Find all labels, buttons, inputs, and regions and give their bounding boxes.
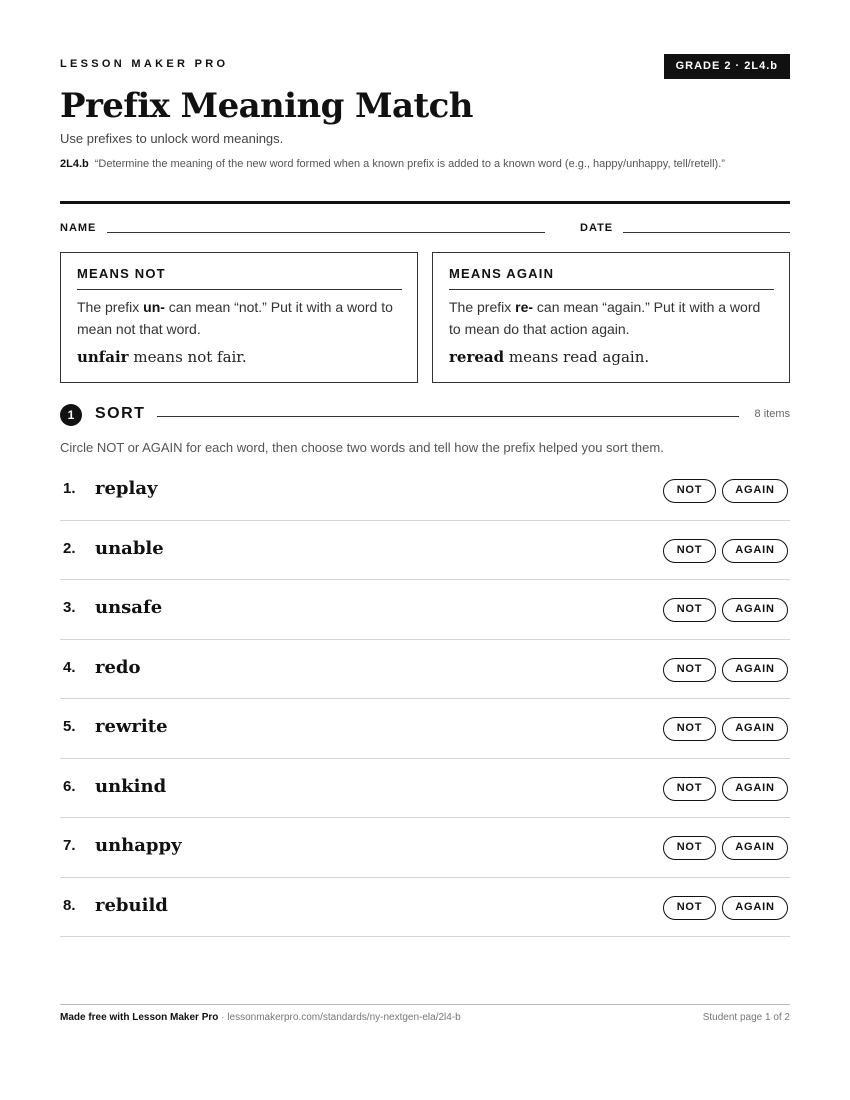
date-field[interactable] bbox=[623, 232, 790, 233]
item-word: unsafe bbox=[95, 597, 163, 618]
not-option[interactable]: NOT bbox=[663, 836, 716, 860]
page-subtitle: Use prefixes to unlock word meanings. bbox=[60, 131, 284, 146]
section-divider bbox=[157, 416, 739, 417]
item-number: 3. bbox=[63, 599, 76, 616]
name-field[interactable] bbox=[107, 232, 545, 233]
header-divider bbox=[60, 201, 790, 204]
card-divider bbox=[77, 289, 402, 290]
again-option[interactable]: AGAIN bbox=[722, 777, 788, 801]
footer-divider bbox=[60, 1004, 790, 1005]
section-header bbox=[60, 403, 790, 427]
list-item bbox=[60, 580, 790, 640]
section-number-badge: 1 bbox=[60, 404, 82, 426]
again-option[interactable]: AGAIN bbox=[722, 479, 788, 503]
section-instructions: Circle NOT or AGAIN for each word, then choose two words and tell how the prefix helped you sort them. bbox=[60, 440, 664, 455]
example-word: unfair bbox=[77, 348, 129, 366]
list-item bbox=[60, 759, 790, 819]
example-word: reread bbox=[449, 348, 505, 366]
means-again-card bbox=[432, 252, 790, 383]
card-text-before: The prefix bbox=[449, 299, 516, 315]
card-divider bbox=[449, 289, 774, 290]
item-number: 8. bbox=[63, 896, 76, 914]
page-title: Prefix Meaning Match bbox=[60, 86, 473, 126]
card-text-after: can mean “again.” Put it with a word to mean do that action again. bbox=[449, 299, 761, 337]
list-item bbox=[60, 521, 790, 581]
list-item bbox=[60, 699, 790, 759]
top-bar bbox=[60, 54, 790, 78]
again-option[interactable]: AGAIN bbox=[722, 598, 788, 622]
item-word: rewrite bbox=[95, 716, 168, 737]
not-option[interactable]: NOT bbox=[663, 539, 716, 563]
item-number: 4. bbox=[63, 658, 76, 676]
footer-credit bbox=[60, 1012, 461, 1023]
list-item bbox=[60, 461, 790, 521]
date-label: DATE bbox=[580, 222, 614, 234]
standard-code: 2L4.b bbox=[60, 158, 89, 170]
not-option[interactable]: NOT bbox=[663, 598, 716, 622]
name-date-row bbox=[60, 222, 790, 236]
item-number: 2. bbox=[63, 539, 76, 557]
standard-text: “Determine the meaning of the new word formed when a known prefix is added to a known word (e.g., happy/unhappy, tell/retell).” bbox=[94, 158, 725, 170]
item-word: unkind bbox=[95, 775, 167, 797]
again-option[interactable]: AGAIN bbox=[722, 539, 788, 563]
item-word: unable bbox=[95, 537, 164, 559]
list-item bbox=[60, 818, 790, 878]
card-text-before: The prefix bbox=[77, 299, 144, 315]
again-option[interactable]: AGAIN bbox=[722, 896, 788, 920]
word-list bbox=[60, 461, 790, 937]
card-explanation bbox=[77, 296, 402, 340]
item-number: 1. bbox=[63, 480, 76, 497]
list-item bbox=[60, 640, 790, 700]
item-number: 7. bbox=[63, 837, 76, 854]
list-item bbox=[60, 878, 790, 938]
brand-name: LESSON MAKER PRO bbox=[60, 58, 229, 70]
not-option[interactable]: NOT bbox=[663, 479, 716, 503]
card-title: MEANS AGAIN bbox=[449, 266, 555, 281]
footer-url[interactable]: lessonmakerpro.com/standards/ny-nextgen-ela/2l4-b bbox=[227, 1012, 461, 1023]
item-number: 5. bbox=[63, 718, 76, 735]
grade-badge: GRADE 2 · 2L4.b bbox=[664, 54, 790, 79]
prefix-re: re- bbox=[515, 299, 534, 315]
footer-made-with: Made free with Lesson Maker Pro bbox=[60, 1012, 219, 1023]
not-option[interactable]: NOT bbox=[663, 777, 716, 801]
example-meaning: means read again. bbox=[504, 348, 650, 366]
item-count: 8 items bbox=[754, 408, 790, 420]
card-example bbox=[449, 348, 649, 366]
name-label: NAME bbox=[60, 222, 97, 234]
again-option[interactable]: AGAIN bbox=[722, 658, 788, 682]
page-indicator: Student page 1 of 2 bbox=[702, 1012, 790, 1023]
again-option[interactable]: AGAIN bbox=[722, 717, 788, 741]
not-option[interactable]: NOT bbox=[663, 717, 716, 741]
item-word: redo bbox=[95, 656, 141, 678]
means-not-card bbox=[60, 252, 418, 383]
standard-description bbox=[60, 156, 760, 173]
item-word: rebuild bbox=[95, 894, 168, 916]
example-meaning: means not fair. bbox=[128, 348, 247, 366]
prefix-un: un- bbox=[143, 299, 165, 315]
not-option[interactable]: NOT bbox=[663, 658, 716, 682]
card-title: MEANS NOT bbox=[77, 266, 166, 281]
item-word: replay bbox=[95, 478, 158, 499]
not-option[interactable]: NOT bbox=[663, 896, 716, 920]
item-word: unhappy bbox=[95, 835, 182, 856]
item-number: 6. bbox=[63, 777, 76, 795]
card-text-after: can mean “not.” Put it with a word to mean not that word. bbox=[77, 299, 393, 337]
again-option[interactable]: AGAIN bbox=[722, 836, 788, 860]
section-title: SORT bbox=[95, 405, 146, 422]
footer-separator: · bbox=[218, 1012, 228, 1023]
worksheet-page bbox=[60, 0, 790, 1100]
card-explanation bbox=[449, 296, 774, 340]
card-example bbox=[77, 348, 247, 366]
